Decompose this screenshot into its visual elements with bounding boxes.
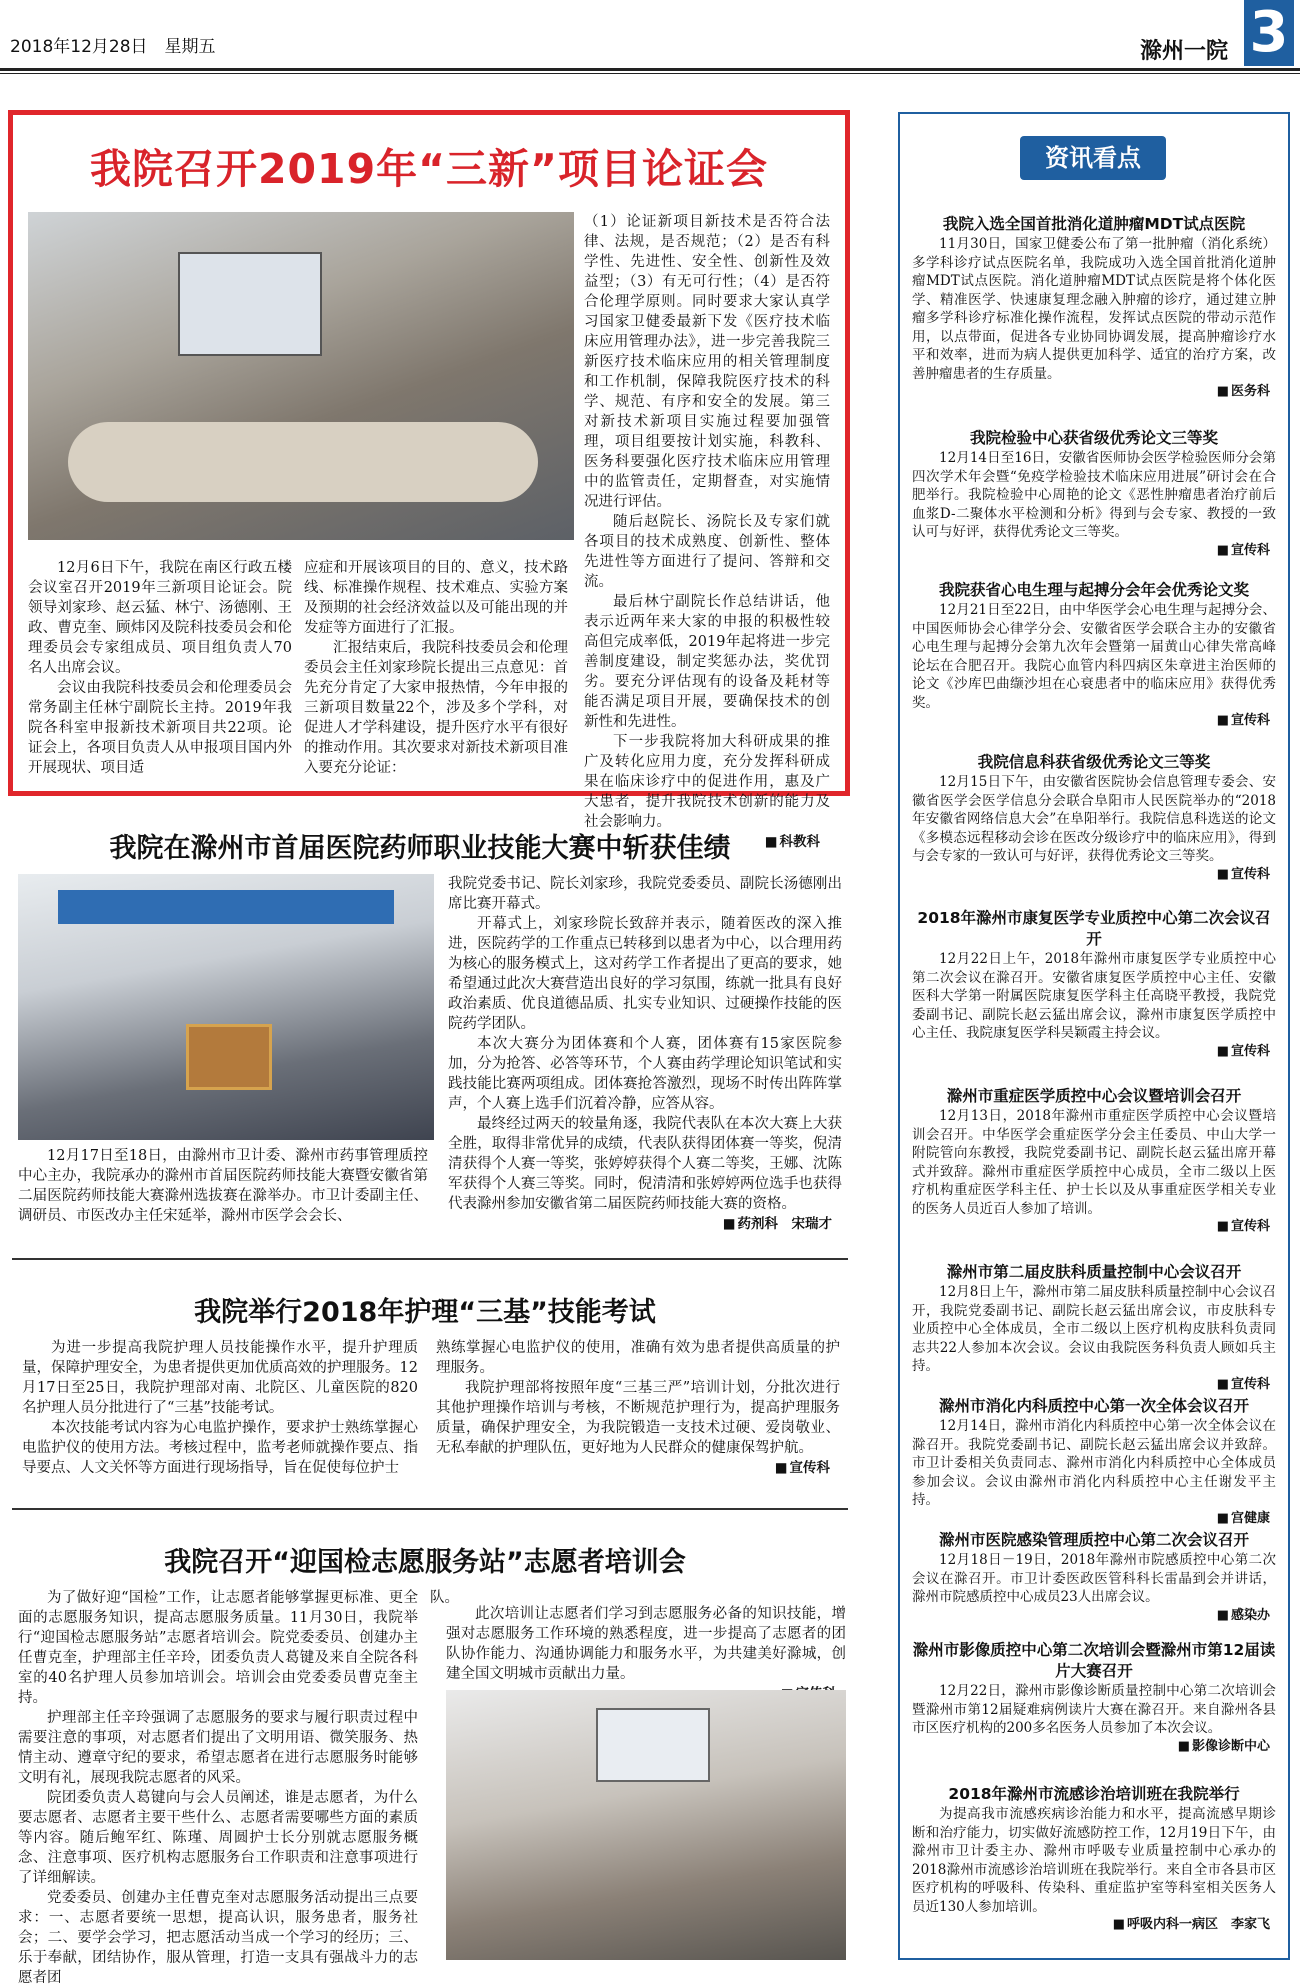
news-item-title: 我院获省心电生理与起搏分会年会优秀论文奖 <box>938 581 1249 599</box>
header-rule <box>0 68 1300 71</box>
paragraph: 熟练掌握心电监护仪的使用，准确有效为患者提供高质量的护理服务。 <box>436 1340 840 1376</box>
sidebar-news-item <box>912 1086 1276 1237</box>
projector-screen <box>178 252 322 356</box>
paragraph: 会议由我院科技委员会和伦理委员会常务副主任林宁副院长主持。2019年我院各科室申报新技术新项目共22项。论证会上，各项目负责人从申报项目国内外开展现状、项目适 <box>28 680 292 776</box>
news-item-title: 2018年滁州市康复医学专业质控中心第二次会议召开 <box>917 909 1271 948</box>
section-divider <box>12 1258 848 1260</box>
paragraph: 12月6日下午，我院在南区行政五楼会议室召开2019年三新项目论证会。院领导刘家珍、赵云猛、林宁、汤德刚、王政、曹克奎、顾炜冈及院科技委员会和伦理委员会专家组成员、项目组负责人70名人出席会议。 <box>28 560 292 676</box>
volunteer-training-headline: 我院召开“迎国检志愿服务站”志愿者培训会 <box>164 1547 686 1578</box>
news-item-body: 12月18日－19日，2018年滁州市院感质控中心第二次会议在滁召开。市卫计委医政医管科科长雷晶到会并讲话，滁州市院感质控中心成员23人出席会议。 <box>912 1552 1276 1605</box>
pharmacist-contest-headline: 我院在滁州市首届医院药师职业技能大赛中斩获佳绩 <box>109 833 731 864</box>
paragraph: 此次培训让志愿者们学习到志愿服务必备的知识技能，增强对志愿服务工作环境的熟悉程度，进一步提高了志愿者的团队协作能力、沟通协调能力和服务水平，为共建美好滁城，创建全国文明城市贡献出力量。 <box>446 1606 846 1682</box>
byline: ■ 宫健康 <box>912 1510 1276 1529</box>
lead-headline: 我院召开2019年“三新”项目论证会 <box>89 145 768 193</box>
lead-photo-meeting <box>28 212 574 540</box>
byline: ■ 呼吸内科一病区 李家飞 <box>912 1916 1276 1935</box>
paragraph: 汇报结束后，我院科技委员会和伦理委员会主任刘家珍院长提出三点意见：首先充分肯定了大家申报热情，今年申报的三新项目数量22个，涉及多个学科，对促进人才学科建设，提升医疗水平有很好的推动作用。其次要求对新技术新项目准入要充分论证： <box>304 640 568 776</box>
lead-column-3 <box>584 212 830 852</box>
news-item-body: 为提高我市流感疾病诊治能力和水平，提高流感早期诊断和治疗能力，切实做好流感防控工作，12月19日下午，由滁州市卫计委主办、滁州市呼吸专业质量控制中心承办的2018滁州市流感诊治培训班在我院举行。来自全市各县市区医疗机构的呼吸科、传染科、重症监护室等科室相关医务人员近130人参加培训。 <box>912 1806 1276 1915</box>
paragraph: 队。 <box>430 1590 459 1606</box>
news-item-title: 滁州市重症医学质控中心会议暨培训会召开 <box>946 1087 1242 1105</box>
sidebar-news-item <box>912 1262 1276 1394</box>
sidebar-news-item <box>912 1640 1276 1756</box>
news-item-title: 我院入选全国首批消化道肿瘤MDT试点医院 <box>942 215 1246 233</box>
news-item-body: 12月14日至16日，安徽省医师协会医学检验医师分会第四次学术年会暨“免疫学检验技术临床应用进展”研讨会在合肥举行。我院检验中心周艳的论文《恶性肿瘤患者治疗前后血浆D-二聚体水平检测和分析》得到与会专家、教授的一致认可与好评，获得优秀论文三等奖。 <box>912 450 1276 540</box>
news-item-title: 滁州市影像质控中心第二次培训会暨滁州市第12届读片大赛召开 <box>912 1641 1276 1680</box>
issue-date: 2018年12月28日 星期五 <box>10 37 216 57</box>
byline: ■ 宣传科 <box>912 1218 1276 1237</box>
volunteer-column-1 <box>18 1588 418 1988</box>
news-item-body: 12月15日下午，由安徽省医院协会信息管理专委会、安徽省医学会医学信息分会联合阜阳市人民医院举办的“2018年安徽省网络信息大会”在阜阳举行。我院信息科选送的论文《多模态远程移动会诊在医改分级诊疗中的临床应用》，得到与会专家的一致认可与好评，获得优秀论文三等奖。 <box>912 774 1276 864</box>
byline: ■ 感染办 <box>912 1607 1276 1626</box>
volunteer-column-3 <box>446 1604 846 1704</box>
paragraph: （1）论证新项目新技术是否符合法律、法规，是否规范；（2）是否有科学性、先进性、安全性、创新性及效益型；（3）有无可行性；（4）是否符合伦理学原则。同时要求大家认真学习国家卫健委最新下发《医疗技术临床应用管理办法》，进一步完善我院三新医疗技术临床应用的相关管理制度和工作机制，保障我院医疗技术的科学、规范、有序和安全的发展。第三对新技术新项目实施过程要加强管理，项目组要按计划实施，科教科、医务科要强化医疗技术临床应用管理中的监管责任，定期督查，对实施情况进行评估。 <box>584 214 830 510</box>
byline: ■ 宣传科 <box>912 1376 1276 1395</box>
volunteer-training-photo <box>446 1690 846 1960</box>
byline: ■ 医务科 <box>912 383 1276 402</box>
byline: ■ 科教科 <box>584 832 830 852</box>
news-item-body: 12月14日，滁州市消化内科质控中心第一次全体会议在滁召开。我院党委副书记、副院长赵云猛出席会议并致辞。市卫计委相关负责同志、滁州市消化内科质控中心全体成员参加会议。会议由滁州市消化内科质控中心主任谢发平主持。 <box>912 1418 1276 1508</box>
byline: ■ 宣传科 <box>912 542 1276 561</box>
pharmacist-column-right <box>448 874 842 1234</box>
section-divider <box>12 1508 848 1510</box>
byline: ■ 宣传科 <box>912 866 1276 885</box>
banner <box>58 890 394 924</box>
paragraph: 最终经过两天的较量角逐，我院代表队在本次大赛上大获全胜，取得非常优异的成绩，代表队获得团体赛一等奖，倪清清获得个人赛一等奖，张婷婷获得个人赛二等奖，王娜、沈陈军获得个人赛三等奖。同时，倪清清和张婷婷两位选手也获得代表滁州参加安徽省第二届医院药师技能大赛的资格。 <box>448 1116 842 1212</box>
pharmacist-column-left <box>18 1146 428 1226</box>
byline: ■ 宣传科 <box>912 712 1276 731</box>
sidebar-news-item <box>912 214 1276 402</box>
sidebar-news-item <box>912 1396 1276 1528</box>
byline: ■ 影像诊断中心 <box>912 1738 1276 1757</box>
sidebar-badge: 资讯看点 <box>1020 136 1166 180</box>
paragraph: 护理部主任辛玲强调了志愿服务的要求与履行职责过程中需要注意的事项，对志愿者们提出了文明用语、微笑服务、热情主动、遵章守纪的要求，希望志愿者在进行志愿服务时能够文明有礼，展现我院志愿者的风采。 <box>18 1710 418 1786</box>
page-number: 3 <box>1244 0 1294 66</box>
paragraph: 党委委员、创建办主任曹克奎对志愿服务活动提出三点要求：一、志愿者要统一思想，提高认识，服务患者，服务社会；二、要学会学习，把志愿活动当成一个学习的经历；三、乐于奉献，团结协作，服从管理，打造一支具有强战斗力的志愿者团 <box>18 1890 418 1986</box>
sidebar-news-item <box>912 752 1276 884</box>
news-item-body: 12月22日上午，2018年滁州市康复医学专业质控中心第二次会议在滁召开。安徽省康复医学质控中心主任、安徽医科大学第一附属医院康复医学科主任高晓平教授，我院党委副书记、副院长赵云猛出席会议，滁州市康复医学质控中心主任、我院康复医学科吴颖霞主持会议。 <box>912 951 1276 1041</box>
lead-column-1 <box>28 558 292 778</box>
news-item-title: 2018年滁州市流感诊治培训班在我院举行 <box>948 1785 1240 1803</box>
sidebar-news-item <box>912 428 1276 560</box>
news-item-title: 滁州市消化内科质控中心第一次全体会议召开 <box>938 1397 1249 1415</box>
news-item-body: 12月22日，滁州市影像诊断质量控制中心第二次培训会暨滁州市第12届疑难病例读片大赛在滁召开。来自滁州各县市区医疗机构的200多名医务人员参加了本次会议。 <box>912 1683 1276 1736</box>
paragraph: 为了做好迎“国检”工作，让志愿者能够掌握更标准、更全面的志愿服务知识，提高志愿服务质量。11月30日，我院举行“迎国检志愿服务站”志愿者培训会。院党委委员、创建办主任曹克奎，护理部主任辛玲，团委负责人葛键及来自全院各科室的40名护理人员参加培训会。培训会由党委委员曹克奎主持。 <box>18 1590 418 1706</box>
paragraph: 本次技能考试内容为心电监护操作，要求护士熟练掌握心电监护仪的使用方法。考核过程中，监考老师就操作要点、指导要点、人文关怀等方面进行现场指导，旨在促使每位护士 <box>22 1420 418 1476</box>
paragraph: 我院党委书记、院长刘家珍，我院党委委员、副院长汤德刚出席比赛开幕式。 <box>448 876 842 912</box>
paragraph: 最后林宁副院长作总结讲话，他表示近两年来大家的申报的积极性较高但完成率低，2019年起将进一步完善制度建设，制定奖惩办法，奖优罚劣。要充分评估现有的设备及耗材等能否满足项目开展，要确保技术的创新性和先进性。 <box>584 594 830 730</box>
byline: ■ 药剂科 宋瑞才 <box>448 1214 842 1234</box>
news-item-body: 11月30日，国家卫健委公布了第一批肿瘤（消化系统）多学科诊疗试点医院名单，我院成功入选全国首批消化道肿瘤MDT试点医院。消化道肿瘤MDT试点医院是将个体化医学、精准医学、快速康复理念融入肿瘤的诊疗，通过建立肿瘤多学科诊疗标准化操作流程，发挥试点医院的带动示范作用，以点带面，促进各专业协同协调发展，提高肿瘤诊疗水平和效率，进而为病人提供更加科学、适宜的治疗方案，改善肿瘤患者的生存质量。 <box>912 236 1276 382</box>
paragraph: 下一步我院将加大科研成果的推广及转化应用力度，充分发挥科研成果在临床诊疗中的促进作用，惠及广大患者，提升我院技术创新的能力及社会影响力。 <box>584 734 830 830</box>
nursing-column-1 <box>22 1338 418 1478</box>
news-item-title: 滁州市医院感染管理质控中心第二次会议召开 <box>938 1531 1249 1549</box>
news-item-title: 我院信息科获省级优秀论文三等奖 <box>977 753 1211 771</box>
sidebar-news-item <box>912 1784 1276 1935</box>
award-plaque <box>186 1024 272 1090</box>
news-item-body: 12月8日上午，滁州市第二届皮肤科质量控制中心会议召开，我院党委副书记、副院长赵云猛出席会议，市皮肤科专业质控中心全体成员，全市二级以上医疗机构皮肤科负责同志共22人参加本次会议。会议由我院医务科负责人顾如兵主持。 <box>912 1284 1276 1374</box>
paragraph: 院团委负责人葛键向与会人员阐述，谁是志愿者，为什么要志愿者、志愿者主要干些什么、志愿者需要哪些方面的素质等内容。随后鲍军红、陈瑾、周圆护士长分别就志愿服务概念、注意事项、医疗机构志愿服务台工作职责和注意事项进行了详细解读。 <box>18 1790 418 1886</box>
lead-column-2 <box>304 558 568 778</box>
paper-name: 滁州一院 <box>1140 39 1229 64</box>
paragraph: 12月17日至18日，由滁州市卫计委、滁州市药事管理质控中心主办，我院承办的滁州市首届医院药师技能大赛暨安徽省第二届医院药师技能大赛滁州选拔赛在滁举办。市卫计委副主任、调研员、市医改办主任宋延举，滁州市医学会会长、 <box>18 1148 428 1224</box>
paragraph: 为进一步提高我院护理人员技能操作水平，提升护理质量，保障护理安全，为患者提供更加优质高效的护理服务。12月17日至25日，我院护理部对南、北院区、儿童医院的820名护理人员分批进行了“三基”技能考试。 <box>22 1340 418 1416</box>
news-item-body: 12月21日至22日，由中华医学会心电生理与起搏分会、中国医师协会心律学分会、安徽省医学会联合主办的安徽省心电生理与起搏分会第九次年会暨第一届黄山心律失常高峰论坛在合肥召开。我院心血管内科四病区朱章进主治医师的论文《沙库巴曲缬沙坦在心衰患者中的临床应用》获得优秀奖。 <box>912 602 1276 711</box>
sidebar-news-item <box>912 580 1276 731</box>
pharmacist-group-photo <box>18 874 434 1140</box>
news-item-title: 我院检验中心获省级优秀论文三等奖 <box>969 429 1218 447</box>
news-item-title: 滁州市第二届皮肤科质量控制中心会议召开 <box>946 1263 1242 1281</box>
paragraph: 本次大赛分为团体赛和个人赛，团体赛有15家医院参加，分为抢答、必答等环节，个人赛由药学理论知识笔试和实践技能比赛两项组成。团体赛抢答激烈，现场不时传出阵阵掌声，个人赛上选手们沉着冷静，应答从容。 <box>448 1036 842 1112</box>
paragraph: 我院护理部将按照年度“三基三严”培训计划，分批次进行其他护理操作培训与考核，不断规范护理行为，提高护理服务质量，确保护理安全，为我院锻造一支技术过硬、爱岗敬业、无私奉献的护理队伍，更好地为人民群众的健康保驾护航。 <box>436 1380 840 1456</box>
byline: ■ 宣传科 <box>436 1458 840 1478</box>
paragraph: 随后赵院长、汤院长及专家们就各项目的技术成熟度、创新性、整体先进性等方面进行了提问、答辩和交流。 <box>584 514 830 590</box>
nursing-exam-headline: 我院举行2018年护理“三基”技能考试 <box>194 1297 656 1328</box>
paragraph: 应症和开展该项目的目的、意义，技术路线、标准操作规程、技术难点、实验方案及预期的社会经济效益以及可能出现的并发症等方面进行了汇报。 <box>304 560 568 636</box>
paragraph: 开幕式上，刘家珍院长致辞并表示，随着医改的深入推进，医院药学的工作重点已转移到以患者为中心，以合理用药为核心的服务模式上，这对药学工作者提出了更高的要求，她希望通过此次大赛营造出良好的学习氛围，练就一批具有良好政治素质、优良道德品质、扎实专业知识、过硬操作技能的医院药学团队。 <box>448 916 842 1032</box>
header-rule-thin <box>0 73 1300 74</box>
sidebar-news-item <box>912 1530 1276 1625</box>
news-item-body: 12月13日，2018年滁州市重症医学质控中心会议暨培训会召开。中华医学会重症医学分会主任委员、中山大学一附院管向东教授，我院党委副书记、副院长赵云猛出席开幕式并致辞。滁州市重症医学质控中心成员，全市二级以上医疗机构重症医学科主任、护士长以及从事重症医学相关专业的医务人员近百人参加了培训。 <box>912 1108 1276 1217</box>
sidebar-news-item <box>912 908 1276 1061</box>
conference-table <box>68 422 538 502</box>
projector-screen <box>596 1708 710 1782</box>
nursing-column-2 <box>436 1338 840 1478</box>
byline: ■ 宣传科 <box>912 1043 1276 1062</box>
